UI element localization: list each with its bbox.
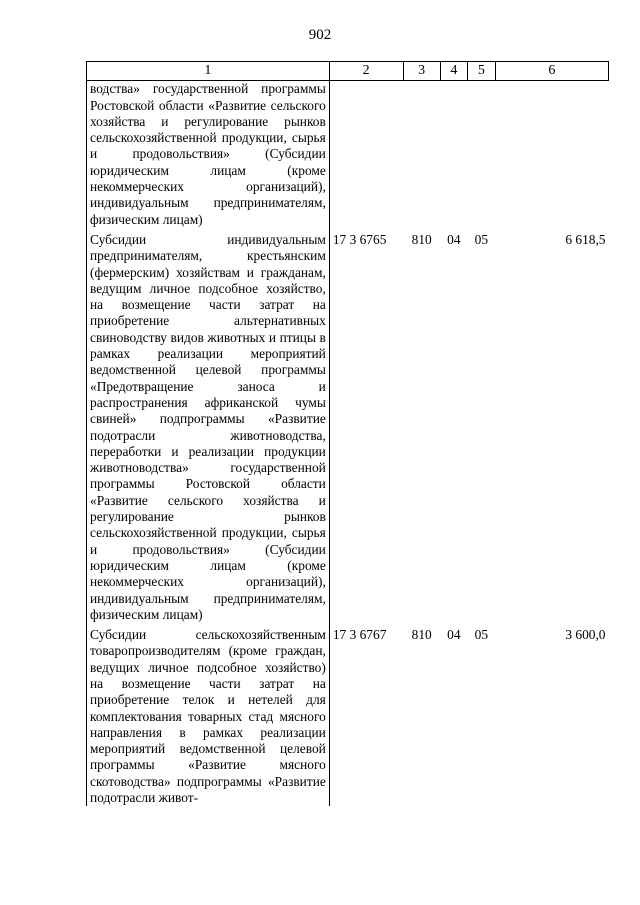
row-subsection <box>467 81 495 228</box>
row-type-code: 810 <box>411 627 432 643</box>
row-amount <box>495 81 608 228</box>
table-row <box>87 623 609 806</box>
page-number: 902 <box>308 27 332 43</box>
row-section: 04 <box>447 627 461 643</box>
row-amount: 3 600,0 <box>565 627 606 643</box>
row-subsection: 05 <box>474 627 489 643</box>
row-description: Субсидии индивидуальным предпринимателям, крестьянским (фермерским) хозяйствам и гражданам, ведущим личное подсобное хозяйство, на возмещение части затрат на приобретение альтернативных свиноводству видов животных и птицы в рамках реализации мероприятий ведомственной целевой программы «Предотвращение заноса и распространения африканской чумы свиней» подпрограммы «Развитие подотрасли животноводства, переработки и реализации продукции животноводства» государственной программы Ростовской области «Развитие сельского хозяйства и регулирование рынков сельскохозяйственной продукции, сырья и продовольствия» (Субсидии юридическим лицам (кроме некоммерческих организаций), индивидуальным предпринимателям, физическим лицам) <box>87 228 330 623</box>
row-description: водства» государственной программы Ростовской области «Развитие сельского хозяйства и регулирование рынков сельскохозяйственной продукции, сырья и продовольствия» (Субсидии юридическим лицам (кроме некоммерческих организаций), индивидуальным предпринимателям, физическим лицам) <box>87 81 330 228</box>
budget-table <box>86 61 609 806</box>
row-section: 04 <box>447 231 461 247</box>
table-row <box>87 81 609 228</box>
column-header-1: 1 <box>87 62 330 81</box>
row-code: 17 3 6767 <box>329 623 403 806</box>
row-amount: 6 618,5 <box>565 231 606 247</box>
row-code <box>329 81 403 228</box>
row-code: 17 3 6765 <box>329 228 403 623</box>
column-header-2: 2 <box>329 62 403 81</box>
row-type-code <box>403 81 440 228</box>
column-header-5: 5 <box>467 62 495 81</box>
column-header-4: 4 <box>440 62 467 81</box>
row-section <box>440 81 467 228</box>
table-row <box>87 228 609 623</box>
column-header-6: 6 <box>495 62 608 81</box>
table-header-row <box>87 62 609 81</box>
row-type-code: 810 <box>411 231 432 247</box>
column-header-3: 3 <box>403 62 440 81</box>
row-description: Субсидии сельскохозяйственным товаропроизводителям (кроме граждан, ведущих личное подсобное хозяйство) на возмещение части затрат на приобретение телок и нетелей для комплектования товарных стад мясного направления в рамках реализации мероприятий ведомственной целевой программы «Развитие мясного скотоводства» подпрограммы «Развитие подотрасли живот- <box>87 623 330 806</box>
row-subsection: 05 <box>474 231 489 247</box>
